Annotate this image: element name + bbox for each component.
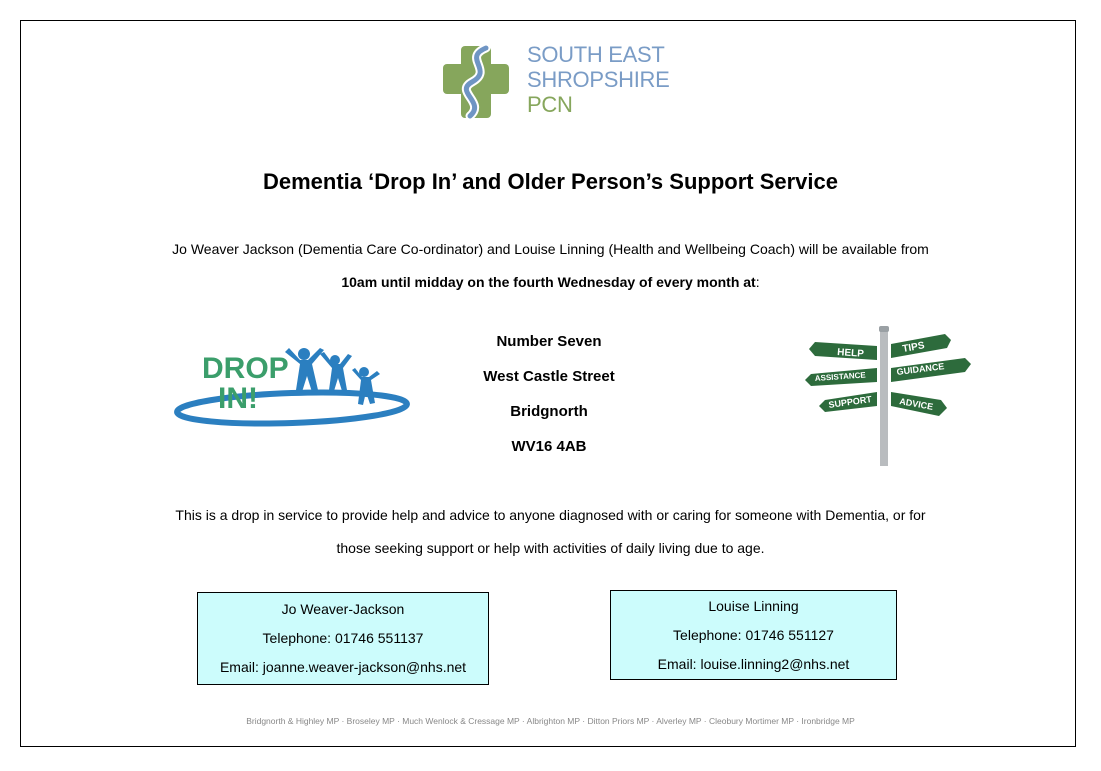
sign-advice: ADVICE xyxy=(898,396,934,412)
dropin-text-1: DROP xyxy=(202,352,289,385)
pcn-logo-text xyxy=(527,42,669,117)
schedule-colon: : xyxy=(755,274,760,290)
contact-name: Jo Weaver-Jackson xyxy=(281,601,405,617)
address-block xyxy=(449,333,649,473)
sign-guidance: GUIDANCE xyxy=(896,361,945,377)
sign-tips: TIPS xyxy=(901,340,926,355)
schedule-line xyxy=(0,274,1101,290)
logo-line-3: PCN xyxy=(527,92,573,117)
intro-line: Jo Weaver Jackson (Dementia Care Co-ordinator) and Louise Linning (Health and Wellbeing Coach) will be available from xyxy=(172,241,929,257)
contact-card-louise xyxy=(610,590,897,680)
address-line: Number Seven xyxy=(496,333,602,350)
logo-line-1: SOUTH EAST xyxy=(527,42,665,67)
practice-footer: Bridgnorth & Highley MP · Broseley MP · Much Wenlock & Cressage MP · Albrighton MP · Ditton Priors MP · Alverley MP · Cleobury Mortimer MP · Ironbridge MP xyxy=(246,716,855,726)
address-line: Bridgnorth xyxy=(510,403,588,420)
description-line: those seeking support or help with activities of daily living due to age. xyxy=(336,540,765,556)
page-title: Dementia ‘Drop In’ and Older Person’s Support Service xyxy=(263,169,838,194)
contact-phone: Telephone: 01746 551137 xyxy=(262,630,424,646)
signpost-icon xyxy=(805,322,975,466)
service-description xyxy=(0,499,1101,565)
people-jumping-icon xyxy=(152,330,412,470)
schedule-text: 10am until midday on the fourth Wednesday of every month at xyxy=(341,274,756,290)
contact-phone: Telephone: 01746 551127 xyxy=(673,627,834,643)
dropin-text-2: IN! xyxy=(218,382,258,415)
contact-email: Email: louise.linning2@nhs.net xyxy=(657,656,850,672)
contact-email: Email: joanne.weaver-jackson@nhs.net xyxy=(219,659,467,675)
address-line: West Castle Street xyxy=(483,368,615,385)
logo-line-2: SHROPSHIRE xyxy=(527,67,670,92)
description-line: This is a drop in service to provide help and advice to anyone diagnosed with or caring for someone with Dementia, or for xyxy=(175,507,926,523)
sign-support: SUPPORT xyxy=(827,394,873,410)
contact-name: Louise Linning xyxy=(708,598,799,614)
address-line: WV16 4AB xyxy=(511,438,587,455)
sign-help: HELP xyxy=(836,347,865,360)
sign-assistance: ASSISTANCE xyxy=(814,370,866,383)
contact-card-jo xyxy=(197,592,489,685)
